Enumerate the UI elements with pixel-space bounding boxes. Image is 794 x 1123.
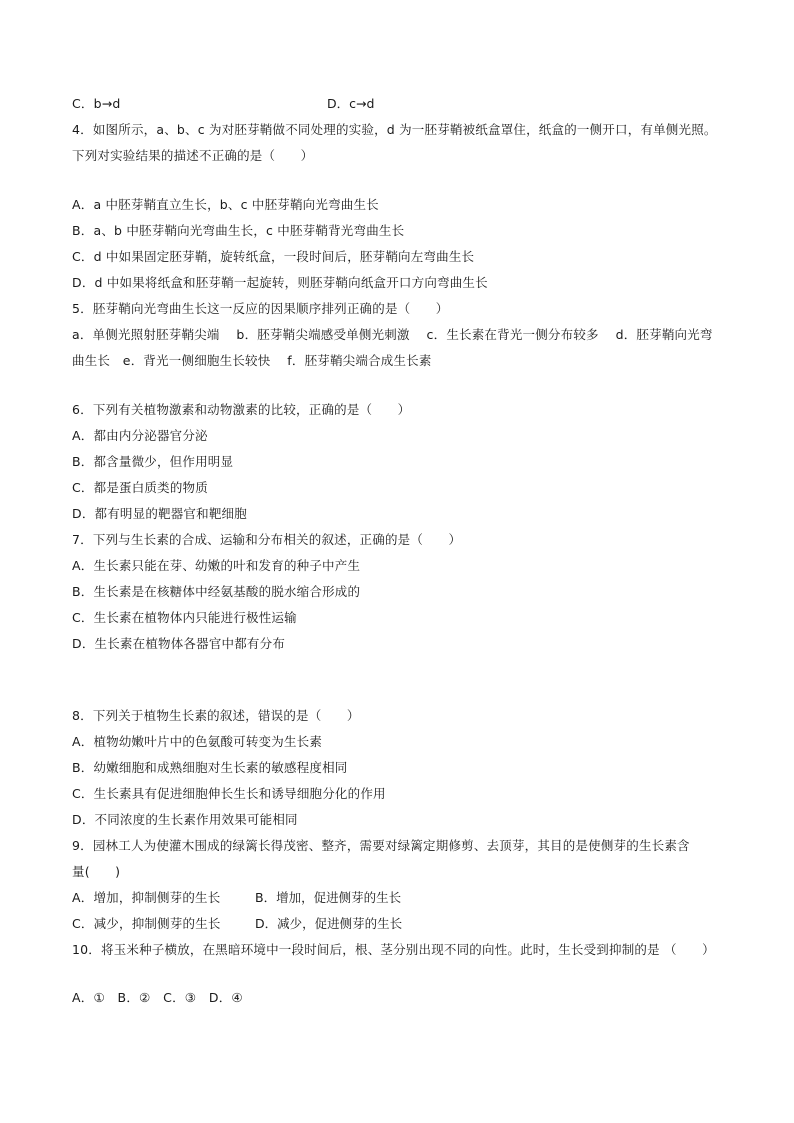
q6-option-c: C．都是蛋白质类的物质	[72, 480, 208, 495]
q3-option-c: C．b→d	[72, 96, 121, 111]
q10-stem: 10．将玉米种子横放，在黑暗环境中一段时间后，根、茎分别出现不同的向性。此时，生长受到抑制的是 （ ）	[72, 942, 715, 957]
q4-option-b: B．a、b 中胚芽鞘向光弯曲生长，c 中胚芽鞘背光弯曲生长	[72, 223, 405, 238]
q9-option-c: C．减少，抑制侧芽的生长	[72, 916, 221, 931]
q5-items-line-1: a．单侧光照射胚芽鞘尖端 b．胚芽鞘尖端感受单侧光刺激 c．生长素在背光一侧分布较多 d．胚芽鞘向光弯	[72, 327, 713, 342]
q4-option-a: A．a 中胚芽鞘直立生长，b、c 中胚芽鞘向光弯曲生长	[72, 197, 379, 212]
q6-option-a: A．都由内分泌器官分泌	[72, 428, 208, 443]
q4-stem-line-1: 4．如图所示，a、b、c 为对胚芽鞘做不同处理的实验，d 为一胚芽鞘被纸盒罩住，纸盒的一侧开口，有单侧光照。	[72, 122, 717, 137]
q5-items-line-2: 曲生长 e．背光一侧细胞生长较快 f．胚芽鞘尖端合成生长素	[72, 353, 432, 368]
q7-option-d: D．生长素在植物体各器官中都有分布	[72, 636, 286, 651]
q4-stem-line-2: 下列对实验结果的描述不正确的是（ ）	[72, 148, 314, 163]
q8-option-c: C．生长素具有促进细胞伸长生长和诱导细胞分化的作用	[72, 786, 386, 801]
q7-stem: 7．下列与生长素的合成、运输和分布相关的叙述，正确的是（ ）	[72, 532, 462, 547]
q7-option-c: C．生长素在植物体内只能进行极性运输	[72, 610, 297, 625]
q9-option-d: D．减少，促进侧芽的生长	[255, 916, 403, 931]
q8-option-a: A．植物幼嫩叶片中的色氨酸可转变为生长素	[72, 734, 323, 749]
q6-option-b: B．都含量微少，但作用明显	[72, 454, 234, 469]
q7-option-b: B．生长素是在核糖体中经氨基酸的脱水缩合形成的	[72, 584, 361, 599]
q6-stem: 6．下列有关植物激素和动物激素的比较，正确的是（ ）	[72, 402, 411, 417]
q8-option-d: D．不同浓度的生长素作用效果可能相同	[72, 812, 298, 827]
q7-option-a: A．生长素只能在芽、幼嫩的叶和发育的种子中产生	[72, 558, 361, 573]
q4-option-d: D．d 中如果将纸盒和胚芽鞘一起旋转，则胚芽鞘向纸盒开口方向弯曲生长	[72, 275, 488, 290]
q8-option-b: B．幼嫩细胞和成熟细胞对生长素的敏感程度相同	[72, 760, 348, 775]
q4-option-c: C．d 中如果固定胚芽鞘，旋转纸盒，一段时间后，胚芽鞘向左弯曲生长	[72, 249, 475, 264]
q9-stem-line-2: 量( )	[72, 864, 121, 879]
q9-option-b: B．增加，促进侧芽的生长	[255, 890, 402, 905]
q5-stem: 5．胚芽鞘向光弯曲生长这一反应的因果顺序排列正确的是（ ）	[72, 301, 449, 316]
q9-option-a: A．增加，抑制侧芽的生长	[72, 890, 221, 905]
q3-option-d: D．c→d	[327, 96, 375, 111]
q9-stem-line-1: 9．园林工人为使灌木围成的绿篱长得茂密、整齐，需要对绿篱定期修剪、去顶芽，其目的是使侧芽的生长素含	[72, 838, 690, 853]
q10-options: A．① B．② C．③ D．④	[72, 990, 243, 1005]
q6-option-d: D．都有明显的靶器官和靶细胞	[72, 506, 247, 521]
q8-stem: 8．下列关于植物生长素的叙述，错误的是（ ）	[72, 708, 360, 723]
